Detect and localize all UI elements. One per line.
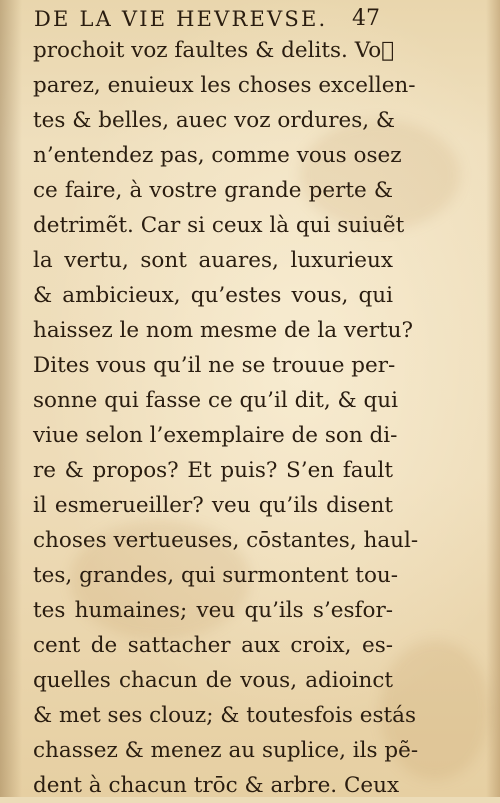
- text-line: sonne qui fasse ce qu’il dit, & qui: [33, 388, 398, 413]
- text-line: tes humaines; veu qu’ils s’esfor-: [33, 598, 393, 623]
- text-line: n’entendez pas, comme vous osez: [33, 143, 402, 168]
- text-line: il esmerueiller? veu qu’ils disent: [33, 493, 393, 518]
- text-line: parez, enuieux les choses excellen-: [33, 73, 416, 98]
- text-line: & met ses clouz; & toutesfois estás: [33, 703, 416, 728]
- text-line: Dites vous qu’il ne se trouue per-: [33, 353, 396, 378]
- text-line: cent de sattacher aux croix, es-: [33, 633, 393, 658]
- text-line: re & propos? Et puis? S’en fault: [33, 458, 393, 483]
- text-line: tes & belles, auec voz ordures, &: [33, 108, 396, 133]
- running-head: DE LA VIE HEVREVSE.: [34, 7, 328, 31]
- text-line: & ambicieux, qu’estes vous, qui: [33, 283, 393, 308]
- page-number: 47: [352, 6, 380, 31]
- text-line: dent à chacun trōc & arbre. Ceux: [33, 773, 400, 798]
- text-line: detrimẽt. Car si ceux là qui suiuẽt: [33, 213, 405, 238]
- text-line: viue selon l’exemplaire de son di-: [33, 423, 398, 448]
- text-line: chassez & menez au suplice, ils pẽ-: [33, 738, 419, 763]
- text-line: tes, grandes, qui surmontent tou-: [33, 563, 398, 588]
- text-line: haissez le nom mesme de la vertu?: [33, 318, 414, 343]
- text-line: choses vertueuses, cōstantes, haul-: [33, 528, 419, 553]
- text-line: prochoit voz faultes & delits. Voᷞ: [33, 38, 395, 63]
- text-line: quelles chacun de vous, adioinct: [33, 668, 393, 693]
- text-line: ce faire, à vostre grande perte &: [33, 178, 393, 203]
- body-text: [33, 33, 419, 803]
- text-line: la vertu, sont auares, luxurieux: [33, 248, 393, 273]
